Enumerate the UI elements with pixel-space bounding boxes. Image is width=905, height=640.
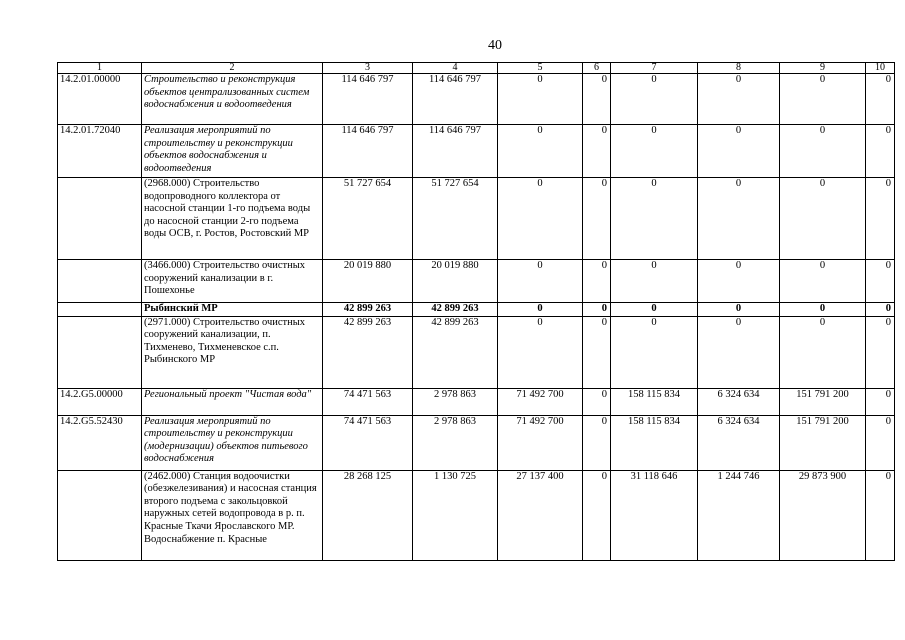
row-value-col-9: 0 bbox=[780, 178, 866, 260]
table-row bbox=[58, 388, 895, 415]
column-number: 9 bbox=[780, 63, 866, 74]
row-value-col-5: 0 bbox=[498, 316, 583, 388]
table-row bbox=[58, 260, 895, 303]
row-value-col-5: 0 bbox=[498, 178, 583, 260]
row-value-col-8: 0 bbox=[698, 260, 780, 303]
row-value-col-3: 74 471 563 bbox=[323, 388, 413, 415]
row-value-col-5: 27 137 400 bbox=[498, 470, 583, 560]
column-number: 6 bbox=[583, 63, 611, 74]
row-code: 14.2.G5.52430 bbox=[58, 415, 142, 470]
column-number-row bbox=[58, 63, 895, 74]
row-code bbox=[58, 178, 142, 260]
row-value-col-8: 6 324 634 bbox=[698, 388, 780, 415]
row-value-col-9: 151 791 200 bbox=[780, 415, 866, 470]
row-value-col-3: 114 646 797 bbox=[323, 125, 413, 178]
row-name: Региональный проект "Чистая вода" bbox=[142, 388, 323, 415]
row-value-col-6: 0 bbox=[583, 303, 611, 317]
row-name: Реализация мероприятий по строительству и реконструкции (модернизации) объектов питьевого водоснабжения bbox=[142, 415, 323, 470]
row-value-col-7: 158 115 834 bbox=[611, 415, 698, 470]
table-row bbox=[58, 303, 895, 317]
row-value-col-3: 74 471 563 bbox=[323, 415, 413, 470]
column-number: 3 bbox=[323, 63, 413, 74]
row-value-col-6: 0 bbox=[583, 178, 611, 260]
row-name: Строительство и реконструкция объектов централизованных систем водоснабжения и водоотведения bbox=[142, 74, 323, 125]
row-value-col-8: 0 bbox=[698, 74, 780, 125]
row-value-col-8: 1 244 746 bbox=[698, 470, 780, 560]
row-value-col-3: 42 899 263 bbox=[323, 303, 413, 317]
row-code bbox=[58, 316, 142, 388]
row-value-col-3: 42 899 263 bbox=[323, 316, 413, 388]
row-value-col-9: 29 873 900 bbox=[780, 470, 866, 560]
row-value-col-8: 6 324 634 bbox=[698, 415, 780, 470]
row-value-col-7: 0 bbox=[611, 74, 698, 125]
row-value-col-8: 0 bbox=[698, 316, 780, 388]
row-value-col-10: 0 bbox=[866, 470, 895, 560]
row-value-col-5: 0 bbox=[498, 125, 583, 178]
row-value-col-6: 0 bbox=[583, 415, 611, 470]
row-value-col-10: 0 bbox=[866, 74, 895, 125]
row-value-col-3: 51 727 654 bbox=[323, 178, 413, 260]
column-number: 7 bbox=[611, 63, 698, 74]
row-name: (2971.000) Строительство очистных сооружений канализации, п. Тихменево, Тихменевское с.п. Рыбинского МР bbox=[142, 316, 323, 388]
row-value-col-5: 0 bbox=[498, 260, 583, 303]
row-value-col-5: 71 492 700 bbox=[498, 388, 583, 415]
row-value-col-9: 151 791 200 bbox=[780, 388, 866, 415]
row-code bbox=[58, 260, 142, 303]
row-value-col-7: 0 bbox=[611, 178, 698, 260]
row-code: 14.2.G5.00000 bbox=[58, 388, 142, 415]
row-value-col-4: 1 130 725 bbox=[413, 470, 498, 560]
row-value-col-5: 71 492 700 bbox=[498, 415, 583, 470]
page-number: 40 bbox=[488, 38, 502, 53]
row-value-col-4: 42 899 263 bbox=[413, 303, 498, 317]
row-value-col-7: 0 bbox=[611, 260, 698, 303]
row-value-col-9: 0 bbox=[780, 316, 866, 388]
row-value-col-9: 0 bbox=[780, 260, 866, 303]
column-number: 8 bbox=[698, 63, 780, 74]
row-value-col-3: 114 646 797 bbox=[323, 74, 413, 125]
budget-table bbox=[57, 62, 895, 561]
column-number: 10 bbox=[866, 63, 895, 74]
row-code: 14.2.01.00000 bbox=[58, 74, 142, 125]
row-value-col-4: 2 978 863 bbox=[413, 388, 498, 415]
row-value-col-8: 0 bbox=[698, 178, 780, 260]
row-value-col-10: 0 bbox=[866, 303, 895, 317]
row-value-col-10: 0 bbox=[866, 316, 895, 388]
row-value-col-4: 2 978 863 bbox=[413, 415, 498, 470]
row-name: (3466.000) Строительство очистных сооружений канализации в г. Пошехонье bbox=[142, 260, 323, 303]
table-row bbox=[58, 74, 895, 125]
row-value-col-7: 31 118 646 bbox=[611, 470, 698, 560]
table-row bbox=[58, 415, 895, 470]
table-row bbox=[58, 470, 895, 560]
row-code bbox=[58, 303, 142, 317]
row-code bbox=[58, 470, 142, 560]
row-name: Реализация мероприятий по строительству и реконструкции объектов водоснабжения и водоотведения bbox=[142, 125, 323, 178]
row-value-col-3: 20 019 880 bbox=[323, 260, 413, 303]
row-value-col-10: 0 bbox=[866, 178, 895, 260]
row-name: (2462.000) Станция водоочистки (обезжелезивания) и насосная станция второго подъема с закольцовкой наружных сетей водопровода в р. п. Красные Ткачи Ярославского МР. Водоснабжение п. Красные bbox=[142, 470, 323, 560]
row-value-col-6: 0 bbox=[583, 260, 611, 303]
row-value-col-8: 0 bbox=[698, 303, 780, 317]
row-value-col-6: 0 bbox=[583, 125, 611, 178]
row-value-col-8: 0 bbox=[698, 125, 780, 178]
row-value-col-6: 0 bbox=[583, 316, 611, 388]
row-value-col-4: 42 899 263 bbox=[413, 316, 498, 388]
row-value-col-4: 20 019 880 bbox=[413, 260, 498, 303]
row-name: (2968.000) Строительство водопроводного коллектора от насосной станции 1-го подъема воды до насосной станции 2-го подъема воды ОСВ, г. Ростов, Ростовский МР bbox=[142, 178, 323, 260]
row-value-col-5: 0 bbox=[498, 303, 583, 317]
column-number: 4 bbox=[413, 63, 498, 74]
row-value-col-9: 0 bbox=[780, 125, 866, 178]
row-value-col-4: 114 646 797 bbox=[413, 125, 498, 178]
row-value-col-7: 0 bbox=[611, 316, 698, 388]
row-value-col-7: 158 115 834 bbox=[611, 388, 698, 415]
row-code: 14.2.01.72040 bbox=[58, 125, 142, 178]
row-value-col-9: 0 bbox=[780, 74, 866, 125]
column-number: 2 bbox=[142, 63, 323, 74]
row-value-col-7: 0 bbox=[611, 125, 698, 178]
row-value-col-6: 0 bbox=[583, 388, 611, 415]
row-value-col-7: 0 bbox=[611, 303, 698, 317]
table-body bbox=[58, 63, 895, 561]
row-value-col-10: 0 bbox=[866, 125, 895, 178]
row-value-col-3: 28 268 125 bbox=[323, 470, 413, 560]
table-row bbox=[58, 125, 895, 178]
row-value-col-4: 114 646 797 bbox=[413, 74, 498, 125]
column-number: 1 bbox=[58, 63, 142, 74]
row-value-col-10: 0 bbox=[866, 415, 895, 470]
row-value-col-5: 0 bbox=[498, 74, 583, 125]
row-value-col-10: 0 bbox=[866, 260, 895, 303]
row-value-col-9: 0 bbox=[780, 303, 866, 317]
table-row bbox=[58, 316, 895, 388]
row-name: Рыбинский МР bbox=[142, 303, 323, 317]
column-number: 5 bbox=[498, 63, 583, 74]
table-row bbox=[58, 178, 895, 260]
row-value-col-4: 51 727 654 bbox=[413, 178, 498, 260]
row-value-col-10: 0 bbox=[866, 388, 895, 415]
row-value-col-6: 0 bbox=[583, 74, 611, 125]
row-value-col-6: 0 bbox=[583, 470, 611, 560]
